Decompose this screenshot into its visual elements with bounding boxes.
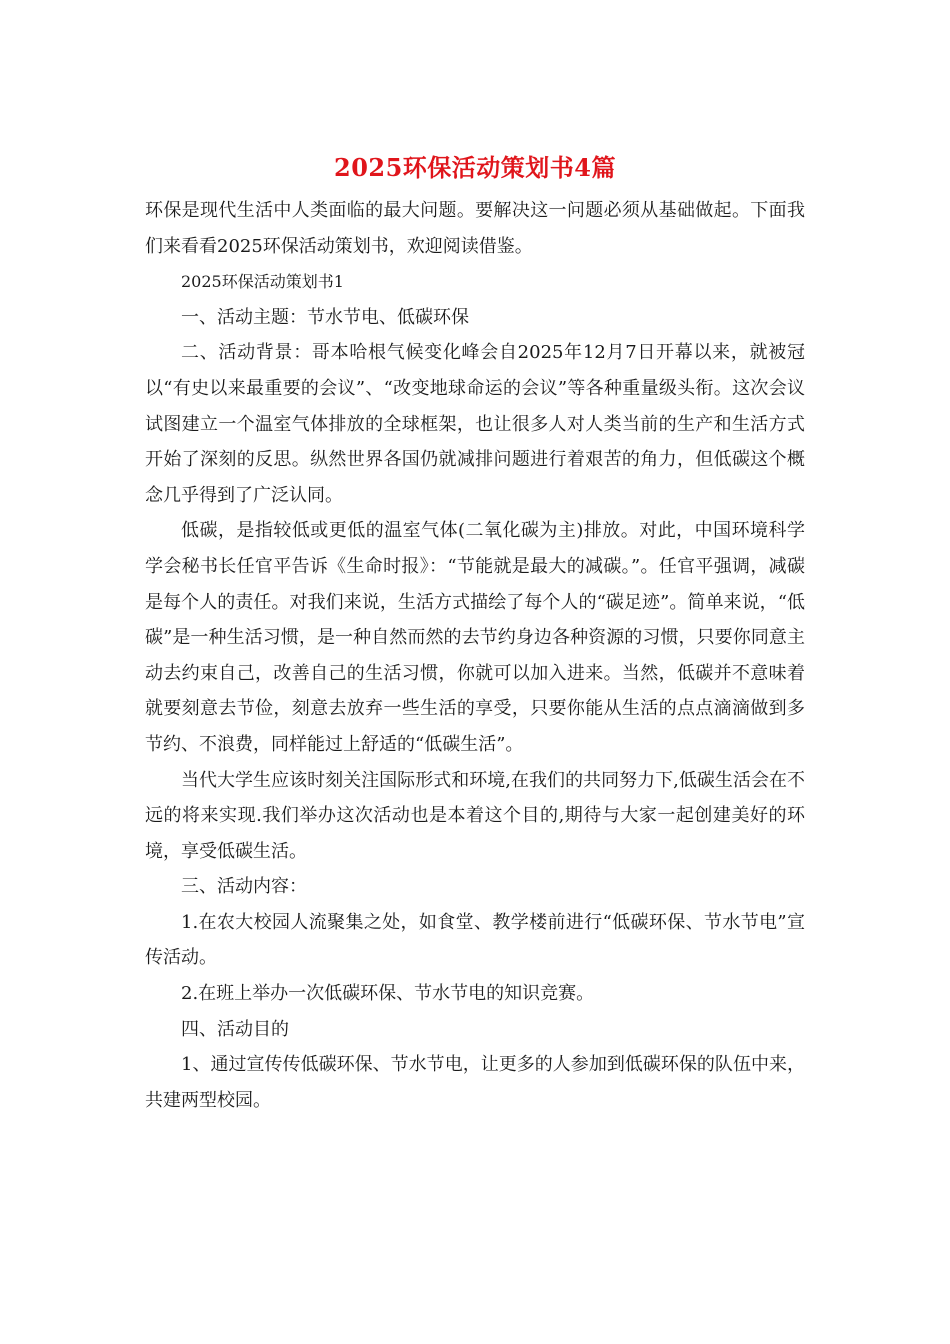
activity-goal-heading: 四、活动目的 — [181, 1018, 289, 1040]
content-item-2: 2.在班上举办一次低碳环保、节水节电的知识竞赛。 — [181, 983, 595, 1005]
intro-paragraph: 环保是现代生活中人类面临的最大问题。要解决这一问题必须从基础做起。下面我们来看看2025环保活动策划书，欢迎阅读借鉴。 — [145, 200, 805, 257]
activity-theme-paragraph: 一、活动主题：节水节电、低碳环保 — [181, 306, 469, 328]
students-paragraph: 当代大学生应该时刻关注国际形式和环境,在我们的共同努力下,低碳生活会在不远的将来实现.我们举办这次活动也是本着这个目的,期待与大家一起创建美好的环境，享受低碳生活。 — [145, 769, 805, 862]
activity-background-paragraph: 二、活动背景：哥本哈根气候变化峰会自2025年12月7日开幕以来，就被冠以“有史以来最重要的会议”、“改变地球命运的会议”等各种重量级头衔。这次会议试图建立一个温室气体排放的全球框架，也让很多人对人类当前的生产和生活方式开始了深刻的反思。纵然世界各国仍就减排问题进行着艰苦的角力，但低碳这个概念几乎得到了广泛认同。 — [145, 342, 805, 506]
document-title: 2025环保活动策划书4篇 — [334, 153, 616, 182]
activity-content-heading: 三、活动内容： — [181, 876, 307, 898]
document-body — [145, 193, 805, 1118]
section-heading: 2025环保活动策划书1 — [181, 272, 344, 292]
goal-item-1: 1、通过宣传传低碳环保、节水节电，让更多的人参加到低碳环保的队伍中来，共建两型校园。 — [145, 1054, 805, 1111]
content-item-1: 1.在农大校园人流聚集之处，如食堂、教学楼前进行“低碳环保、节水节电”宣传活动。 — [145, 911, 805, 969]
low-carbon-paragraph: 低碳，是指较低或更低的温室气体(二氧化碳为主)排放。对此，中国环境科学学会秘书长任官平告诉《生命时报》：“节能就是最大的减碳。”。任官平强调，减碳是每个人的责任。对我们来说，生活方式描绘了每个人的“碳足迹”。简单来说，“低碳”是一种生活习惯，是一种自然而然的去节约身边各种资源的习惯，只要你同意主动去约束自己，改善自己的生活习惯，你就可以加入进来。当然，低碳并不意味着就要刻意去节俭，刻意去放弃一些生活的享受，只要你能从生活的点点滴滴做到多节约、不浪费，同样能过上舒适的“低碳生活”。 — [145, 520, 805, 755]
